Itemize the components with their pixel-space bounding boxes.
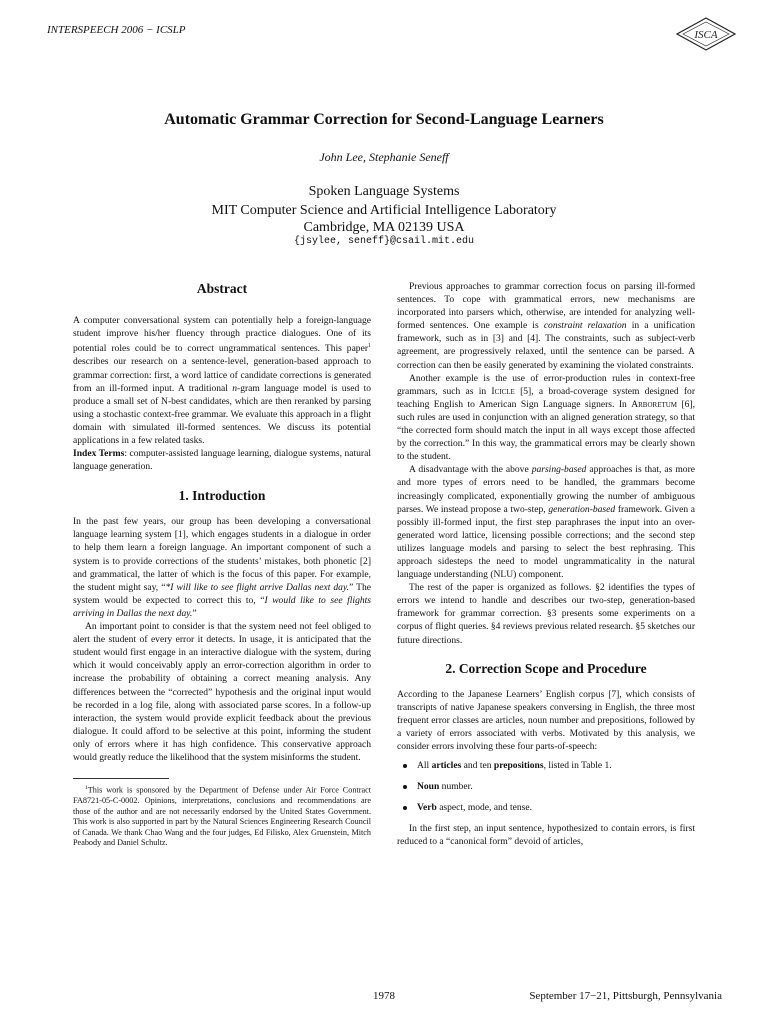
related-paragraph-3: A disadvantage with the above parsing-based approaches is that, as more and more types of errors need to be handled, the grammars become increasingly complicated, exponentially growing the number of ambiguous parses. We instead propose a two-step, generation-based framework. Given a possibly ill-formed input, the first step paraphrases the input into an over-generated word lattice, licensing possible corrections; and the second step utilizes language models and parsing to select the best rephrasing. This approach sidesteps the need to model ungrammaticality in the natural language understanding (NLU) component.: [397, 464, 695, 581]
affiliation-line-2: MIT Computer Science and Artificial Intelligence Laboratory: [211, 203, 557, 218]
conference-header: INTERSPEECH 2006 − ICSLP: [47, 24, 186, 36]
isca-logo-text: ISCA: [694, 29, 718, 41]
affiliation-line-3: Cambridge, MA 02139 USA: [303, 220, 465, 235]
right-column: [397, 280, 695, 849]
footnote-marker: 1: [368, 343, 371, 350]
related-paragraph-1: Previous approaches to grammar correction focus on parsing ill-formed sentences. To cope with grammatical errors, new mechanisms are incorporated into parsers which, otherwise, are intended for analyzing well-formed sentences. One example is constraint relaxation in a unification framework, such as in [3] and [4]. The constraints, such as subject-verb agreement, are progressively relaxed, until the sentence can be parsed. A correction can then be easily generated by examining the violated constraints.: [397, 281, 695, 371]
footnote: $^1$This work is sponsored by the Department of Defense under Air Force Contract FA8721-05-C-0002. Opinions, interpretations, conclusions and recommendations are those of the author and are not necessarily endorsed by the United States Government. This work is also supported in part by the Natural Sciences Engineering Research Council of Canada. We thank Chao Wang and the four judges, Ed Filisko, Alex Gruenstein, Mitch Peabody and Daniel Schultz.: [73, 785, 371, 848]
isca-logo-icon: [675, 16, 737, 52]
abstract-heading: Abstract: [196, 281, 248, 296]
intro-paragraph-1: In the past few years, our group has been developing a conversational language learning system [1], which engages students in a dialogue in order to help them learn a foreign language. An important component of such a system is to provide corrections of the students’ mistakes, both phonetic [2] and grammatical, the latter of which is the focus of this paper. For example, the student might say, “*I will like to see flight arrive Dallas next day.” The system would be expected to correct this to, “I would like to see flights arriving in Dallas the next day.”: [73, 516, 372, 619]
bullet-icon: [403, 806, 407, 810]
section-2-paragraph-2: In the first step, an input sentence, hypothesized to contain errors, is first reduced to a “canonical form” devoid of articles,: [397, 823, 695, 848]
parts-of-speech-list: [397, 759, 695, 814]
page-number: 1978: [373, 990, 395, 1002]
footnote-rule: [73, 778, 169, 779]
section-2-heading: 2. Correction Scope and Procedure: [445, 660, 647, 676]
section-2-paragraph-1: According to the Japanese Learners’ English corpus [7], which consists of transcripts of native Japanese speakers conversing in English, the three most frequent error classes are articles, noun number and prepositions, followed by a variety of errors associated with verbs. Motivated by this analysis, we consider errors involving these four parts-of-speech:: [397, 688, 695, 752]
paper-title: Automatic Grammar Correction for Second-Language Learners: [164, 111, 604, 128]
list-item: Noun number.: [397, 780, 695, 793]
index-terms: Index Terms: computer-assisted language learning, dialogue systems, natural language generation.: [73, 448, 371, 473]
intro-paragraph-2: An important point to consider is that the system need not feel obliged to alert the student of every error it detects. In usage, it is anticipated that the student would first engage in an interactive dialogue with the system, during which it would conceivably apply an error-correction algorithm in order to increase the probability of obtaining a correct meaning analysis. Any differences between the “corrected” hypothesis and the original input would be recorded in a log file, along with associated parse scores. In a follow-up interaction, the system would provide explicit feedback about the previous dialogue. It could afford to be selective at this point, informing the student only of errors where it has high confidence. This conservative approach would greatly reduce the likelihood that the system misinforms the student.: [73, 621, 371, 763]
left-column: [73, 280, 371, 849]
list-item: All articles and ten prepositions, listed in Table 1.: [397, 759, 695, 772]
introduction-heading: 1. Introduction: [178, 488, 266, 504]
bullet-icon: [403, 785, 407, 789]
affiliation-line-1: Spoken Language Systems: [308, 184, 460, 199]
paper-authors: John Lee, Stephanie Seneff: [319, 150, 449, 164]
related-paragraph-4: The rest of the paper is organized as follows. §2 identifies the types of errors we intend to handle and describes our two-step, generation-based framework for grammar correction. §3 presents some experiments on a corpus of flight queries. §4 reviews previous related research. §5 sketches our future directions.: [397, 582, 695, 646]
conference-dates-footer: September 17−21, Pittsburgh, Pennsylvania: [529, 990, 722, 1002]
author-email: {jsylee, seneff}@csail.mit.edu: [293, 236, 475, 247]
list-item: Verb aspect, mode, and tense.: [397, 801, 695, 814]
abstract-paragraph: A computer conversational system can potentially help a foreign-language student improve his/her fluency through practice dialogues. One of its potential roles could be to correct ungrammatical sentences. This paper$^1$ describes our research on a sentence-level, generation-based approach to grammar correction: first, a word lattice of candidate corrections is generated from an ill-formed input. A traditional n-gram language model is used to produce a small set of N-best candidates, which are then reranked by parsing using a stochastic context-free grammar. We evaluate this approach in a flight domain with simulated ill-formed sentences. We discuss its potential applications in a few related tasks.: [73, 315, 372, 447]
isca-logo: [675, 16, 737, 52]
related-paragraph-2: Another example is the use of error-production rules in context-free grammars, such as in Icicle [5], a broad-coverage system designed for teaching English to American Sign Language signers. In Arboretum [6], such rules are used in conjunction with an aligned generation strategy, so that “the corrected form should match the input in all ways except those affected by the correction.” In this way, the grammatical errors may be clearly shown to the student.: [397, 372, 696, 463]
bullet-icon: [403, 764, 407, 768]
